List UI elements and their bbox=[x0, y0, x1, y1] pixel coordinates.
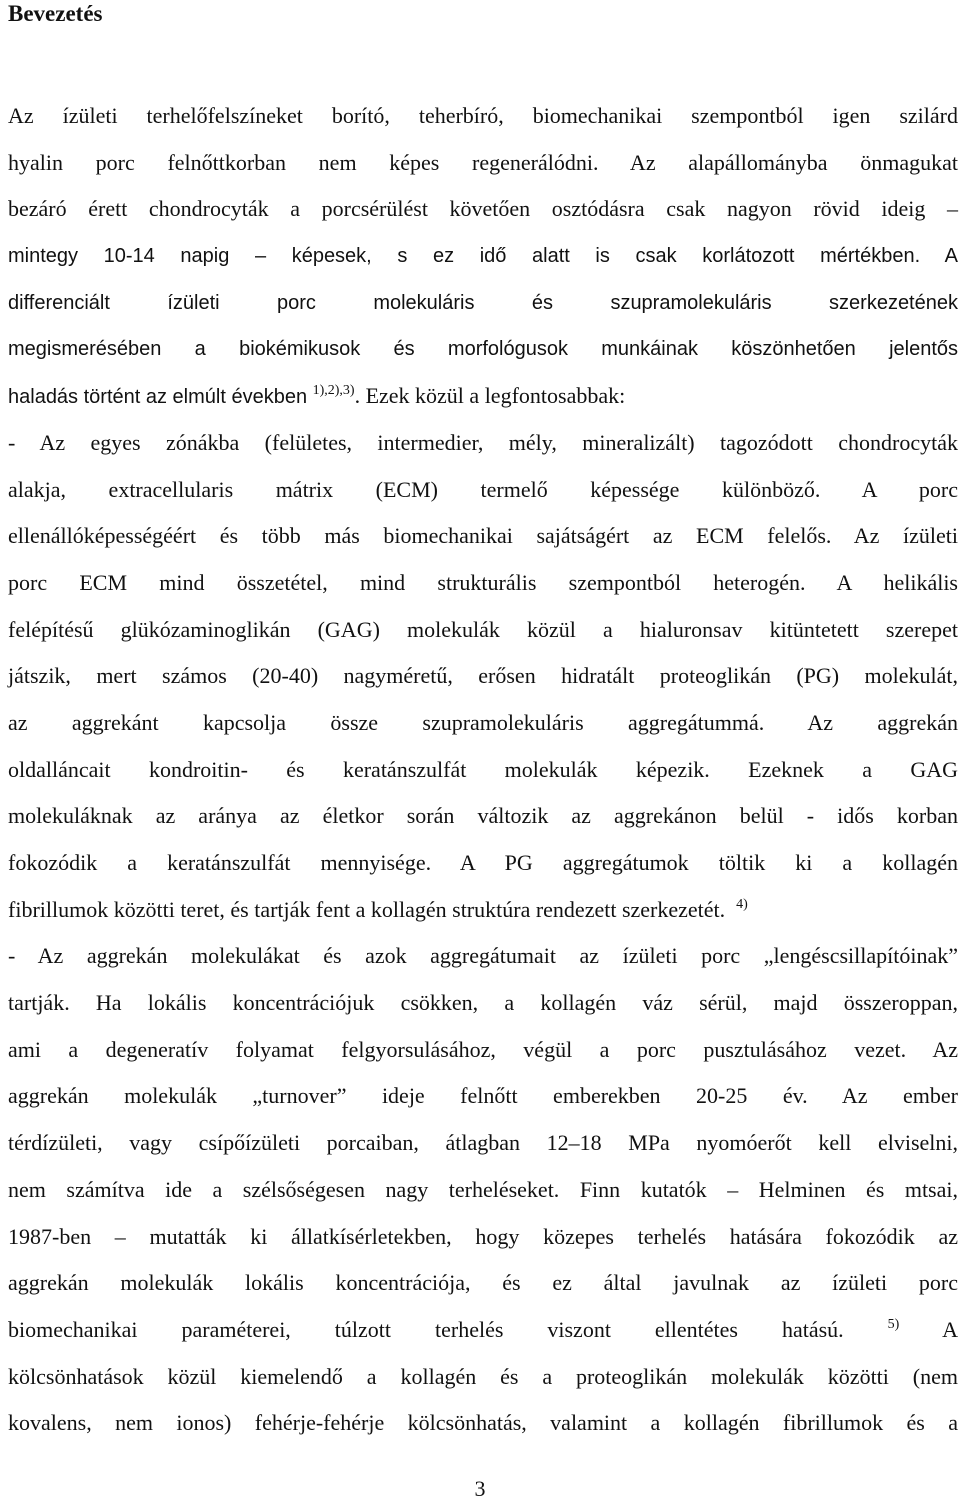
citation-reference: 4) bbox=[736, 896, 748, 912]
text-line: megismerésében a biokémikusok és morfológusok munkáinak köszönhetően jelentős bbox=[8, 338, 958, 361]
text-line: Az ízületi terhelőfelszíneket borító, teherbíró, biomechanikai szempontból igen szilárd bbox=[8, 103, 958, 128]
text-line-with-reference bbox=[8, 373, 958, 420]
text-line: oldalláncait kondroitin- és keratánszulfát molekulák képezik. Ezeknek a GAG bbox=[8, 756, 958, 782]
text-line: mintegy 10-14 napig – képesek, s ez idő alatt is csak korlátozott mértékben. A bbox=[8, 245, 958, 268]
text-line: térdízületi, vagy csípőízületi porcaiban, átlagban 12–18 MPa nyomóerőt kell elviselni, bbox=[8, 1130, 958, 1156]
text-line: az aggrekánt kapcsolja össze szupramolekuláris aggregátummá. Az aggrekán bbox=[8, 709, 958, 735]
text-line: alakja, extracellularis mátrix (ECM) termelő képessége különböző. A porc bbox=[8, 476, 958, 502]
text-line: aggrekán molekulák „turnover” ideje felnőtt emberekben 20-25 év. Az ember bbox=[8, 1083, 958, 1109]
text-line: nem számítva ide a szélsőségesen nagy terheléseket. Finn kutatók – Helminen és mtsai, bbox=[8, 1176, 958, 1202]
text-line: - Az aggrekán molekulákat és azok aggregátumait az ízületi porc „lengéscsillapítóinak” bbox=[8, 943, 958, 969]
page-title: Bevezetés bbox=[8, 1, 103, 26]
text-segment: biomechanikai paraméterei, túlzott terhelés viszont ellentétes hatású. bbox=[8, 1316, 844, 1342]
citation-reference: 1),2),3) bbox=[312, 383, 355, 399]
text-line-with-reference bbox=[8, 1307, 958, 1354]
text-line: 1987-ben – mutatták ki állatkísérletekben, hogy közepes terhelés hatására fokozódik az bbox=[8, 1223, 958, 1249]
text-line: molekuláknak az aránya az életkor során változik az aggrekánon belül - idős korban bbox=[8, 803, 958, 829]
text-line: ami a degeneratív folyamat felgyorsulásához, végül a porc pusztulásához vezet. Az bbox=[8, 1036, 958, 1062]
text-segment: . Ezek közül a legfontosabbak: bbox=[354, 383, 626, 409]
text-line: kovalens, nem ionos) fehérje-fehérje kölcsönhatás, valamint a kollagén fibrillumok és a bbox=[8, 1410, 958, 1436]
body-paragraph bbox=[8, 93, 958, 1447]
text-line: aggrekán molekulák lokális koncentrációja, és ez által javulnak az ízületi porc bbox=[8, 1270, 958, 1296]
text-line: kölcsönhatások közül kiemelendő a kollagén és a proteoglikán molekulák közötti (nem bbox=[8, 1363, 958, 1389]
text-line: játszik, mert számos (20-40) nagyméretű, erősen hidratált proteoglikán (PG) molekulát, bbox=[8, 663, 958, 689]
text-segment: A bbox=[942, 1316, 958, 1342]
text-segment: fibrillumok közötti teret, és tartják fent a kollagén struktúra rendezett szerkezetét. bbox=[8, 896, 726, 922]
text-line: bezáró érett chondrocyták a porcsérülést követően osztódásra csak nagyon rövid ideig – bbox=[8, 196, 958, 222]
text-line: - Az egyes zónákba (felületes, intermedier, mély, mineralizált) tagozódott chondrocyták bbox=[8, 429, 958, 455]
citation-reference: 5) bbox=[887, 1316, 900, 1332]
text-line: felépítésű glükózaminoglikán (GAG) molekulák közül a hialuronsav kitüntetett szerepet bbox=[8, 616, 958, 642]
page-number: 3 bbox=[474, 1476, 486, 1501]
text-line: porc ECM mind összetétel, mind strukturális szempontból heterogén. A helikális bbox=[8, 569, 958, 595]
text-line: ellenállóképességéért és több más biomechanikai sajátságért az ECM felelős. Az ízületi bbox=[8, 523, 958, 549]
text-line: tartják. Ha lokális koncentrációjuk csökken, a kollagén váz sérül, majd összeroppan, bbox=[8, 990, 958, 1016]
text-segment: haladás történt az elmúlt években bbox=[8, 386, 308, 409]
text-line: fokozódik a keratánszulfát mennyisége. A PG aggregátumok töltik ki a kollagén bbox=[8, 850, 958, 875]
text-line: differenciált ízületi porc molekuláris és szupramolekuláris szerkezetének bbox=[8, 291, 958, 314]
text-line-with-reference bbox=[8, 887, 958, 934]
text-line: hyalin porc felnőttkorban nem képes regenerálódni. Az alapállományba önmagukat bbox=[8, 149, 958, 175]
